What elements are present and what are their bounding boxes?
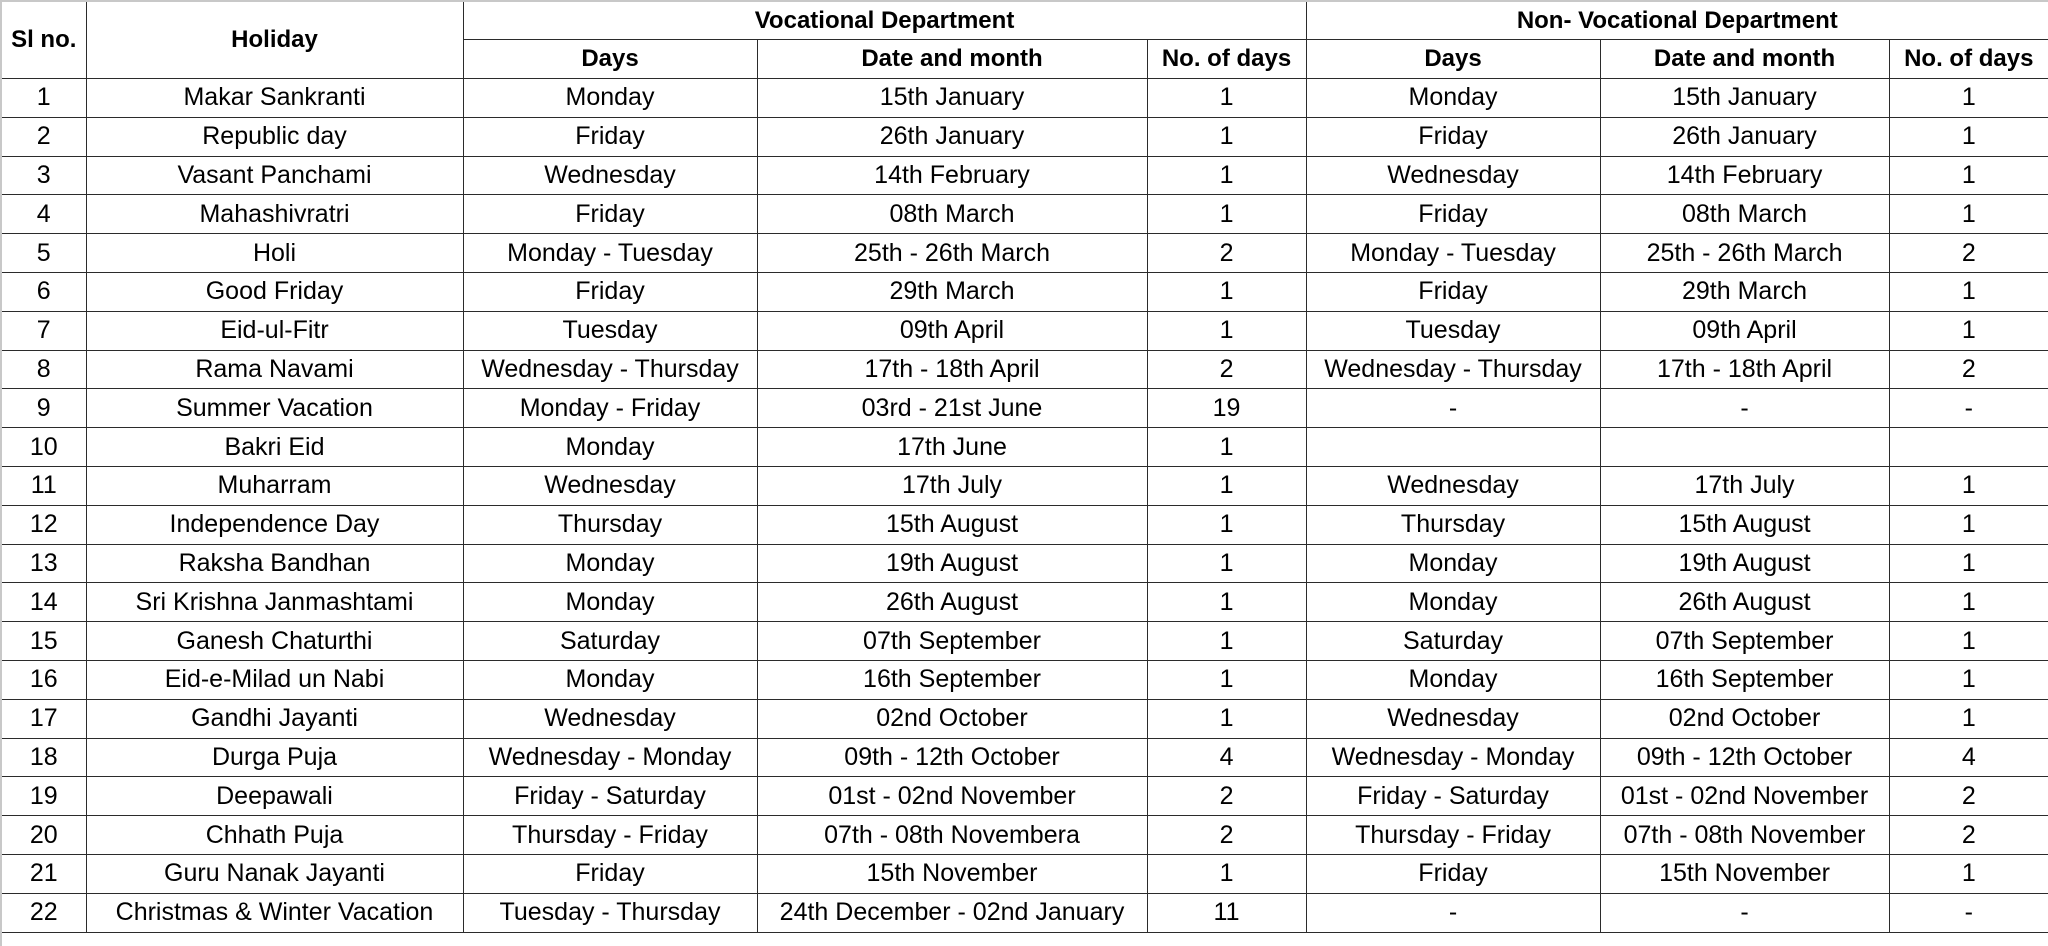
- holiday-table: [2, 2, 2048, 933]
- cell-non-vocational-days[interactable]: Wednesday - Thursday: [1306, 350, 1600, 389]
- cell-non-vocational-date[interactable]: 19th August: [1600, 544, 1889, 583]
- cell-non-vocational-date[interactable]: 07th - 08th November: [1600, 816, 1889, 855]
- cell-non-vocational-days[interactable]: Monday: [1306, 660, 1600, 699]
- header-non-vocational-date[interactable]: Date and month: [1600, 40, 1889, 79]
- table-row: [2, 699, 2048, 738]
- cell-vocational-date[interactable]: 17th June: [757, 428, 1147, 467]
- cell-non-vocational-date[interactable]: 01st - 02nd November: [1600, 777, 1889, 816]
- cell-vocational-days[interactable]: Monday: [463, 660, 757, 699]
- cell-sl-no[interactable]: 11: [2, 466, 86, 505]
- cell-non-vocational-days[interactable]: Wednesday: [1306, 699, 1600, 738]
- cell-non-vocational-no-of-days[interactable]: [1889, 428, 2048, 467]
- cell-sl-no[interactable]: 6: [2, 272, 86, 311]
- cell-vocational-no-of-days[interactable]: 1: [1147, 156, 1306, 195]
- cell-non-vocational-no-of-days[interactable]: 1: [1889, 505, 2048, 544]
- cell-vocational-days[interactable]: Saturday: [463, 622, 757, 661]
- cell-sl-no[interactable]: 2: [2, 117, 86, 156]
- cell-sl-no[interactable]: 13: [2, 544, 86, 583]
- cell-vocational-no-of-days[interactable]: 1: [1147, 699, 1306, 738]
- cell-vocational-date[interactable]: 24th December - 02nd January: [757, 893, 1147, 932]
- cell-vocational-days[interactable]: Friday: [463, 272, 757, 311]
- cell-vocational-date[interactable]: 03rd - 21st June: [757, 389, 1147, 428]
- cell-non-vocational-no-of-days[interactable]: 1: [1889, 854, 2048, 893]
- cell-vocational-days[interactable]: Friday: [463, 854, 757, 893]
- cell-non-vocational-date[interactable]: [1600, 428, 1889, 467]
- table-row: [2, 660, 2048, 699]
- cell-vocational-date[interactable]: 01st - 02nd November: [757, 777, 1147, 816]
- header-sl-no[interactable]: Sl no.: [2, 2, 86, 79]
- cell-vocational-days[interactable]: Wednesday - Thursday: [463, 350, 757, 389]
- cell-vocational-date[interactable]: 14th February: [757, 156, 1147, 195]
- cell-non-vocational-days[interactable]: -: [1306, 893, 1600, 932]
- cell-non-vocational-no-of-days[interactable]: 4: [1889, 738, 2048, 777]
- cell-non-vocational-date[interactable]: -: [1600, 893, 1889, 932]
- cell-non-vocational-no-of-days[interactable]: 1: [1889, 311, 2048, 350]
- cell-vocational-no-of-days[interactable]: 11: [1147, 893, 1306, 932]
- cell-vocational-date[interactable]: 15th November: [757, 854, 1147, 893]
- cell-holiday[interactable]: Rama Navami: [86, 350, 463, 389]
- cell-holiday[interactable]: Deepawali: [86, 777, 463, 816]
- table-row: [2, 816, 2048, 855]
- header-non-vocational-no-of-days[interactable]: No. of days: [1889, 40, 2048, 79]
- table-row: [2, 544, 2048, 583]
- cell-vocational-date[interactable]: 25th - 26th March: [757, 234, 1147, 273]
- cell-non-vocational-date[interactable]: 15th August: [1600, 505, 1889, 544]
- header-row-group: [2, 2, 2048, 40]
- cell-vocational-days[interactable]: Monday: [463, 79, 757, 118]
- cell-vocational-days[interactable]: Friday: [463, 195, 757, 234]
- cell-holiday[interactable]: Independence Day: [86, 505, 463, 544]
- cell-sl-no[interactable]: 22: [2, 893, 86, 932]
- cell-vocational-no-of-days[interactable]: 1: [1147, 428, 1306, 467]
- cell-vocational-date[interactable]: 16th September: [757, 660, 1147, 699]
- cell-non-vocational-date[interactable]: -: [1600, 389, 1889, 428]
- cell-non-vocational-no-of-days[interactable]: 1: [1889, 622, 2048, 661]
- cell-sl-no[interactable]: 15: [2, 622, 86, 661]
- cell-vocational-no-of-days[interactable]: 2: [1147, 350, 1306, 389]
- header-non-vocational-days[interactable]: Days: [1306, 40, 1600, 79]
- cell-holiday[interactable]: Eid-e-Milad un Nabi: [86, 660, 463, 699]
- cell-non-vocational-date[interactable]: 15th November: [1600, 854, 1889, 893]
- table-row: [2, 389, 2048, 428]
- cell-non-vocational-days[interactable]: Friday: [1306, 117, 1600, 156]
- table-row: [2, 777, 2048, 816]
- cell-non-vocational-days[interactable]: Friday - Saturday: [1306, 777, 1600, 816]
- cell-vocational-days[interactable]: Friday: [463, 117, 757, 156]
- cell-non-vocational-no-of-days[interactable]: 1: [1889, 699, 2048, 738]
- cell-holiday[interactable]: Republic day: [86, 117, 463, 156]
- cell-vocational-date[interactable]: 09th - 12th October: [757, 738, 1147, 777]
- cell-sl-no[interactable]: 10: [2, 428, 86, 467]
- cell-non-vocational-days[interactable]: Friday: [1306, 272, 1600, 311]
- cell-sl-no[interactable]: 17: [2, 699, 86, 738]
- cell-vocational-no-of-days[interactable]: 1: [1147, 195, 1306, 234]
- cell-non-vocational-date[interactable]: 09th - 12th October: [1600, 738, 1889, 777]
- header-vocational-no-of-days[interactable]: No. of days: [1147, 40, 1306, 79]
- cell-vocational-no-of-days[interactable]: 1: [1147, 854, 1306, 893]
- cell-holiday[interactable]: Christmas & Winter Vacation: [86, 893, 463, 932]
- cell-holiday[interactable]: Ganesh Chaturthi: [86, 622, 463, 661]
- cell-non-vocational-no-of-days[interactable]: 1: [1889, 660, 2048, 699]
- header-holiday[interactable]: Holiday: [86, 2, 463, 79]
- cell-holiday[interactable]: Holi: [86, 234, 463, 273]
- cell-non-vocational-days[interactable]: Tuesday: [1306, 311, 1600, 350]
- cell-vocational-no-of-days[interactable]: 1: [1147, 544, 1306, 583]
- cell-vocational-date[interactable]: 29th March: [757, 272, 1147, 311]
- cell-holiday[interactable]: Mahashivratri: [86, 195, 463, 234]
- cell-non-vocational-days[interactable]: Monday: [1306, 79, 1600, 118]
- cell-non-vocational-no-of-days[interactable]: 2: [1889, 816, 2048, 855]
- cell-non-vocational-date[interactable]: 29th March: [1600, 272, 1889, 311]
- cell-vocational-days[interactable]: Monday: [463, 583, 757, 622]
- cell-sl-no[interactable]: 1: [2, 79, 86, 118]
- cell-vocational-no-of-days[interactable]: 1: [1147, 117, 1306, 156]
- cell-vocational-no-of-days[interactable]: 1: [1147, 622, 1306, 661]
- cell-non-vocational-no-of-days[interactable]: 1: [1889, 272, 2048, 311]
- cell-non-vocational-date[interactable]: 08th March: [1600, 195, 1889, 234]
- cell-non-vocational-days[interactable]: [1306, 428, 1600, 467]
- cell-holiday[interactable]: Bakri Eid: [86, 428, 463, 467]
- cell-holiday[interactable]: Gandhi Jayanti: [86, 699, 463, 738]
- cell-sl-no[interactable]: 3: [2, 156, 86, 195]
- cell-vocational-date[interactable]: 19th August: [757, 544, 1147, 583]
- cell-vocational-no-of-days[interactable]: 1: [1147, 583, 1306, 622]
- cell-non-vocational-days[interactable]: Monday: [1306, 544, 1600, 583]
- cell-sl-no[interactable]: 5: [2, 234, 86, 273]
- cell-non-vocational-date[interactable]: 17th July: [1600, 466, 1889, 505]
- cell-holiday[interactable]: Good Friday: [86, 272, 463, 311]
- cell-non-vocational-no-of-days[interactable]: 2: [1889, 234, 2048, 273]
- cell-sl-no[interactable]: 16: [2, 660, 86, 699]
- cell-non-vocational-date[interactable]: 26th August: [1600, 583, 1889, 622]
- cell-vocational-no-of-days[interactable]: 1: [1147, 79, 1306, 118]
- cell-vocational-no-of-days[interactable]: 1: [1147, 272, 1306, 311]
- cell-vocational-days[interactable]: Wednesday: [463, 699, 757, 738]
- cell-vocational-days[interactable]: Wednesday: [463, 466, 757, 505]
- cell-non-vocational-days[interactable]: Friday: [1306, 195, 1600, 234]
- cell-non-vocational-days[interactable]: -: [1306, 389, 1600, 428]
- cell-vocational-days[interactable]: Friday - Saturday: [463, 777, 757, 816]
- cell-non-vocational-days[interactable]: Saturday: [1306, 622, 1600, 661]
- cell-holiday[interactable]: Guru Nanak Jayanti: [86, 854, 463, 893]
- cell-non-vocational-days[interactable]: Friday: [1306, 854, 1600, 893]
- cell-non-vocational-date[interactable]: 16th September: [1600, 660, 1889, 699]
- table-body: [2, 79, 2048, 933]
- cell-vocational-date[interactable]: 17th - 18th April: [757, 350, 1147, 389]
- cell-holiday[interactable]: Sri Krishna Janmashtami: [86, 583, 463, 622]
- table-row: [2, 583, 2048, 622]
- table-row: [2, 350, 2048, 389]
- table-row: [2, 311, 2048, 350]
- cell-vocational-no-of-days[interactable]: 4: [1147, 738, 1306, 777]
- cell-sl-no[interactable]: 14: [2, 583, 86, 622]
- cell-non-vocational-date[interactable]: 15th January: [1600, 79, 1889, 118]
- cell-vocational-no-of-days[interactable]: 2: [1147, 777, 1306, 816]
- cell-holiday[interactable]: Makar Sankranti: [86, 79, 463, 118]
- cell-non-vocational-date[interactable]: 14th February: [1600, 156, 1889, 195]
- header-vocational-department[interactable]: Vocational Department: [463, 2, 1306, 40]
- cell-vocational-date[interactable]: 08th March: [757, 195, 1147, 234]
- cell-non-vocational-date[interactable]: 25th - 26th March: [1600, 234, 1889, 273]
- cell-holiday[interactable]: Raksha Bandhan: [86, 544, 463, 583]
- cell-vocational-date[interactable]: 15th August: [757, 505, 1147, 544]
- cell-sl-no[interactable]: 20: [2, 816, 86, 855]
- cell-holiday[interactable]: Eid-ul-Fitr: [86, 311, 463, 350]
- cell-vocational-date[interactable]: 07th - 08th Novembera: [757, 816, 1147, 855]
- cell-vocational-no-of-days[interactable]: 1: [1147, 505, 1306, 544]
- cell-vocational-days[interactable]: Thursday: [463, 505, 757, 544]
- cell-vocational-date[interactable]: 26th August: [757, 583, 1147, 622]
- cell-non-vocational-no-of-days[interactable]: 1: [1889, 544, 2048, 583]
- cell-non-vocational-no-of-days[interactable]: 1: [1889, 117, 2048, 156]
- cell-sl-no[interactable]: 9: [2, 389, 86, 428]
- table-row: [2, 234, 2048, 273]
- cell-vocational-days[interactable]: Tuesday: [463, 311, 757, 350]
- table-row: [2, 893, 2048, 932]
- cell-non-vocational-days[interactable]: Wednesday - Monday: [1306, 738, 1600, 777]
- cell-vocational-no-of-days[interactable]: 1: [1147, 311, 1306, 350]
- cell-vocational-no-of-days[interactable]: 19: [1147, 389, 1306, 428]
- cell-vocational-date[interactable]: 02nd October: [757, 699, 1147, 738]
- table-row: [2, 466, 2048, 505]
- cell-vocational-no-of-days[interactable]: 2: [1147, 234, 1306, 273]
- cell-sl-no[interactable]: 4: [2, 195, 86, 234]
- cell-vocational-days[interactable]: Monday - Tuesday: [463, 234, 757, 273]
- cell-holiday[interactable]: Chhath Puja: [86, 816, 463, 855]
- cell-sl-no[interactable]: 8: [2, 350, 86, 389]
- cell-non-vocational-date[interactable]: 07th September: [1600, 622, 1889, 661]
- header-vocational-days[interactable]: Days: [463, 40, 757, 79]
- cell-non-vocational-no-of-days[interactable]: 1: [1889, 79, 2048, 118]
- table-row: [2, 79, 2048, 118]
- cell-holiday[interactable]: Muharram: [86, 466, 463, 505]
- cell-non-vocational-days[interactable]: Monday - Tuesday: [1306, 234, 1600, 273]
- table-row: [2, 428, 2048, 467]
- cell-vocational-days[interactable]: Wednesday: [463, 156, 757, 195]
- cell-non-vocational-date[interactable]: 17th - 18th April: [1600, 350, 1889, 389]
- cell-non-vocational-days[interactable]: Thursday - Friday: [1306, 816, 1600, 855]
- cell-vocational-days[interactable]: Thursday - Friday: [463, 816, 757, 855]
- cell-vocational-date[interactable]: 15th January: [757, 79, 1147, 118]
- table-row: [2, 738, 2048, 777]
- cell-holiday[interactable]: Summer Vacation: [86, 389, 463, 428]
- cell-sl-no[interactable]: 21: [2, 854, 86, 893]
- table-row: [2, 117, 2048, 156]
- cell-vocational-days[interactable]: Monday: [463, 544, 757, 583]
- cell-vocational-days[interactable]: Monday: [463, 428, 757, 467]
- cell-vocational-date[interactable]: 17th July: [757, 466, 1147, 505]
- cell-vocational-days[interactable]: Wednesday - Monday: [463, 738, 757, 777]
- cell-vocational-date[interactable]: 07th September: [757, 622, 1147, 661]
- header-vocational-date[interactable]: Date and month: [757, 40, 1147, 79]
- cell-sl-no[interactable]: 12: [2, 505, 86, 544]
- header-non-vocational-department[interactable]: Non- Vocational Department: [1306, 2, 2048, 40]
- table-row: [2, 854, 2048, 893]
- cell-sl-no[interactable]: 7: [2, 311, 86, 350]
- table-row: [2, 505, 2048, 544]
- cell-vocational-days[interactable]: Monday - Friday: [463, 389, 757, 428]
- cell-non-vocational-no-of-days[interactable]: -: [1889, 893, 2048, 932]
- cell-sl-no[interactable]: 18: [2, 738, 86, 777]
- cell-vocational-date[interactable]: 09th April: [757, 311, 1147, 350]
- table-row: [2, 622, 2048, 661]
- cell-vocational-no-of-days[interactable]: 1: [1147, 466, 1306, 505]
- cell-non-vocational-days[interactable]: Monday: [1306, 583, 1600, 622]
- cell-vocational-no-of-days[interactable]: 2: [1147, 816, 1306, 855]
- cell-non-vocational-days[interactable]: Wednesday: [1306, 156, 1600, 195]
- cell-non-vocational-no-of-days[interactable]: 1: [1889, 156, 2048, 195]
- cell-vocational-no-of-days[interactable]: 1: [1147, 660, 1306, 699]
- cell-non-vocational-no-of-days[interactable]: 2: [1889, 350, 2048, 389]
- cell-non-vocational-date[interactable]: 02nd October: [1600, 699, 1889, 738]
- table-row: [2, 195, 2048, 234]
- cell-holiday[interactable]: Durga Puja: [86, 738, 463, 777]
- cell-non-vocational-no-of-days[interactable]: 1: [1889, 583, 2048, 622]
- cell-vocational-date[interactable]: 26th January: [757, 117, 1147, 156]
- cell-non-vocational-no-of-days[interactable]: 1: [1889, 195, 2048, 234]
- cell-non-vocational-no-of-days[interactable]: 1: [1889, 466, 2048, 505]
- cell-non-vocational-days[interactable]: Thursday: [1306, 505, 1600, 544]
- cell-non-vocational-date[interactable]: 26th January: [1600, 117, 1889, 156]
- table-row: [2, 272, 2048, 311]
- cell-non-vocational-no-of-days[interactable]: -: [1889, 389, 2048, 428]
- cell-holiday[interactable]: Vasant Panchami: [86, 156, 463, 195]
- cell-sl-no[interactable]: 19: [2, 777, 86, 816]
- cell-non-vocational-date[interactable]: 09th April: [1600, 311, 1889, 350]
- cell-vocational-days[interactable]: Tuesday - Thursday: [463, 893, 757, 932]
- cell-non-vocational-no-of-days[interactable]: 2: [1889, 777, 2048, 816]
- table-row: [2, 156, 2048, 195]
- cell-non-vocational-days[interactable]: Wednesday: [1306, 466, 1600, 505]
